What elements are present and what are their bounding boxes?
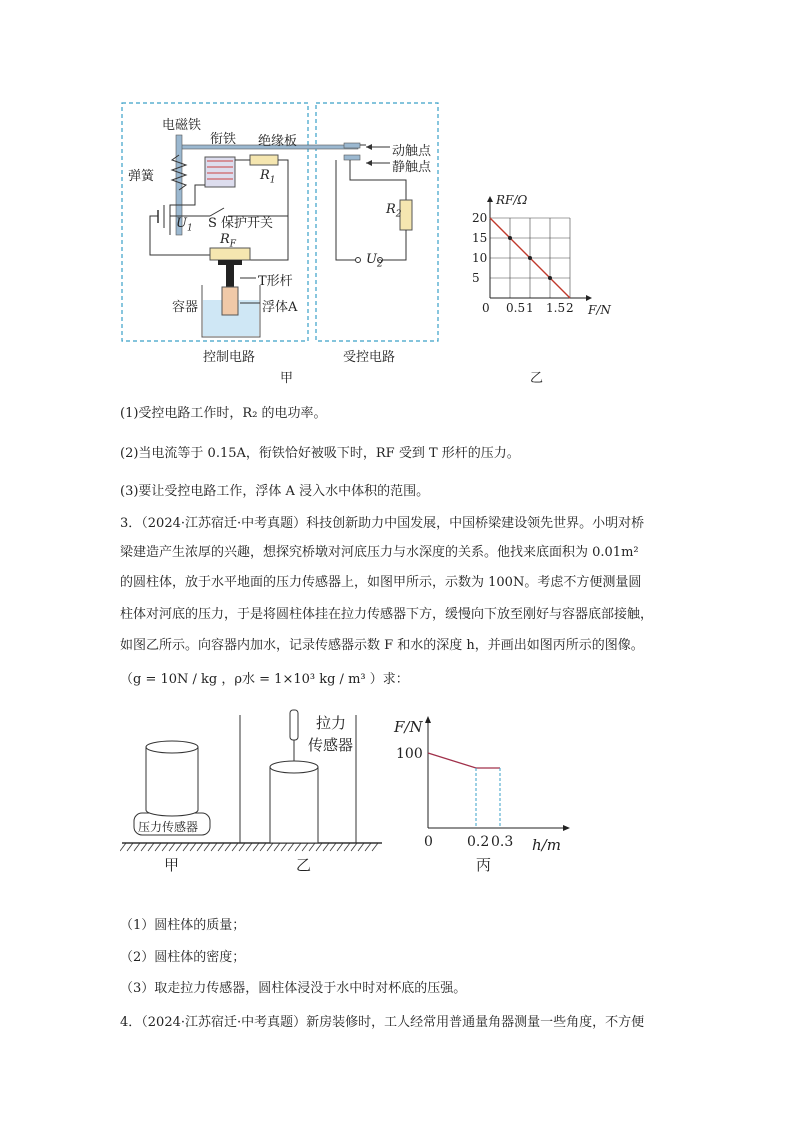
r2-resistor [400, 200, 412, 230]
y-tick-label: 15 [472, 231, 488, 245]
series-line [428, 753, 500, 768]
ground-hatch [190, 843, 196, 851]
ground-hatch [169, 843, 175, 851]
ground-hatch [127, 843, 133, 851]
pull-sensor-label-1: 拉力 [316, 714, 347, 732]
question-1-1: (1)受控电路工作时，R₂ 的电功率。 [120, 406, 327, 421]
electromagnet-label: 电磁铁 [162, 118, 202, 133]
rf-label: $R_F$ [220, 232, 237, 250]
controlled-circuit-title: 受控电路 [343, 350, 396, 365]
y-axis-arrow [425, 716, 431, 723]
ground-hatch [211, 843, 217, 851]
problem3-line5: 如图乙所示。向容器内加水，记录传感器示数 F 和水的深度 h，并画出如图丙所示的图像。 [120, 638, 644, 653]
ground-hatch [372, 843, 378, 851]
problem3-line3: 的圆柱体，放于水平地面的压力传感器上，如图甲所示，示数为 100N。考虑不方便测量圆 [120, 575, 642, 590]
container-label: 容器 [172, 300, 199, 315]
x-axis-label: F/N [588, 303, 611, 317]
problem3-line4: 柱体对河底的压力，于是将圆柱体挂在拉力传感器下方，缓慢向下放至刚好与容器底部接触， [120, 607, 654, 622]
rf-sensor [210, 248, 250, 260]
y-tick-label: 5 [472, 271, 480, 285]
problem3-line1: 3．（2024·江苏宿迁·中考真题）科技创新助力中国发展，中国桥梁建设领先世界。小明对桥 [120, 516, 645, 531]
ground-hatch [155, 843, 161, 851]
problem3-line2: 梁建造产生浓厚的兴趣，想探究桥墩对河底压力与水深度的关系。他找来底面积为 0.01m² [120, 545, 639, 560]
ground-hatch [148, 843, 154, 851]
ground-hatch [260, 843, 266, 851]
pull-sensor [290, 710, 298, 740]
ground-hatch [225, 843, 231, 851]
r1-resistor [250, 155, 278, 165]
spring-label: 弹簧 [128, 169, 155, 184]
data-point [528, 256, 532, 260]
r2-label: $R_2$ [386, 202, 402, 220]
ground-hatch [176, 843, 182, 851]
r1-label: $R_1$ [260, 168, 276, 186]
f-vs-h-chart [390, 712, 570, 852]
switch-label: S 保护开关 [208, 216, 274, 231]
float-a [222, 287, 238, 315]
ground-hatch [239, 843, 245, 851]
figure-label-jia: 甲 [280, 371, 294, 386]
problem4-line1: 4．（2024·江苏宿迁·中考真题）新房装修时，工人经常用普通量角器测量一些角度，不方便 [120, 1015, 645, 1030]
ground-hatch [316, 843, 322, 851]
ground-hatch [218, 843, 224, 851]
ground-hatch [246, 843, 252, 851]
question-3-3: （3）取走拉力传感器，圆柱体浸没于水中时对杯底的压强。 [120, 981, 467, 996]
figure2-label-jia: 甲 [164, 856, 180, 874]
y-tick-label: 10 [472, 251, 488, 265]
cylinder-yi [270, 767, 318, 843]
ground-hatch [351, 843, 357, 851]
cylinder-jia [146, 747, 198, 816]
t-rod-label: T形杆 [258, 274, 293, 289]
x-tick-label: 0 [482, 301, 490, 315]
question-1-3: (3)要让受控电路工作，浮体 A 浸入水中体积的范围。 [120, 484, 430, 499]
ground-hatch [330, 843, 336, 851]
static-contact-label: 静触点 [392, 160, 432, 175]
ground-hatch [302, 843, 308, 851]
armature-label: 衔铁 [210, 132, 237, 147]
control-circuit-title: 控制电路 [203, 350, 256, 365]
pressure-sensor-label: 压力传感器 [138, 820, 199, 834]
figure2-label-bing: 丙 [476, 856, 492, 874]
ground-hatch [134, 843, 140, 851]
ground-hatch [288, 843, 294, 851]
moving-contact-label: 动触点 [392, 144, 432, 159]
data-point [508, 236, 512, 240]
ground-hatch [309, 843, 315, 851]
ground-hatch [253, 843, 259, 851]
y-axis-label: RF/Ω [496, 193, 528, 207]
t-rod [218, 260, 242, 265]
ground-hatch [183, 843, 189, 851]
x-tick-label: 0.5 [506, 301, 526, 315]
ground-hatch [281, 843, 287, 851]
controlled-circuit-box [316, 103, 438, 341]
u2-label: $U_2$ [366, 252, 383, 270]
ground-hatch [204, 843, 210, 851]
question-1-2: (2)当电流等于 0.15A，衔铁恰好被吸下时，RF 受到 T 形杆的压力。 [120, 446, 520, 461]
ground-hatch [358, 843, 364, 851]
x-axis-arrow [586, 295, 592, 301]
problem3-line6: （g = 10N / kg ，ρ水 = 1×10³ kg / m³ ）求： [120, 672, 409, 687]
data-point [548, 276, 552, 280]
origin-label: 0 [424, 834, 433, 850]
cylinder-figure [120, 705, 390, 870]
x-tick-label: 1 [526, 301, 534, 315]
x-tick-label: 0.2 [467, 834, 490, 850]
x-tick-label: 0.3 [491, 834, 514, 850]
y-axis-label: F/N [394, 718, 423, 736]
ground-hatch [141, 843, 147, 851]
y-axis-arrow [487, 196, 493, 202]
rf-vs-f-chart [460, 190, 620, 330]
ground-hatch [162, 843, 168, 851]
float-label: 浮体A [262, 300, 298, 315]
ground-hatch [337, 843, 343, 851]
figure-label-yi: 乙 [530, 371, 544, 386]
x-axis-arrow [563, 825, 570, 831]
y-tick-label: 20 [472, 211, 488, 225]
ground-hatch [232, 843, 238, 851]
ground-hatch [365, 843, 371, 851]
x-tick-label: 2 [566, 301, 574, 315]
ground-hatch [120, 843, 126, 851]
pull-sensor-label-2: 传感器 [308, 736, 354, 754]
ground-hatch [344, 843, 350, 851]
u1-label: $U_1$ [176, 216, 193, 234]
x-axis-label: h/m [532, 836, 561, 852]
ground-hatch [295, 843, 301, 851]
y-tick-label: 100 [396, 746, 423, 762]
ground-hatch [197, 843, 203, 851]
insulating-plate-label: 绝缘板 [258, 134, 298, 149]
question-3-1: （1）圆柱体的质量； [120, 918, 246, 933]
figure2-label-yi: 乙 [296, 856, 312, 874]
ground-hatch [274, 843, 280, 851]
ground-hatch [323, 843, 329, 851]
ground-hatch [267, 843, 273, 851]
x-tick-label: 1.5 [546, 301, 566, 315]
question-3-2: （2）圆柱体的密度； [120, 950, 246, 965]
